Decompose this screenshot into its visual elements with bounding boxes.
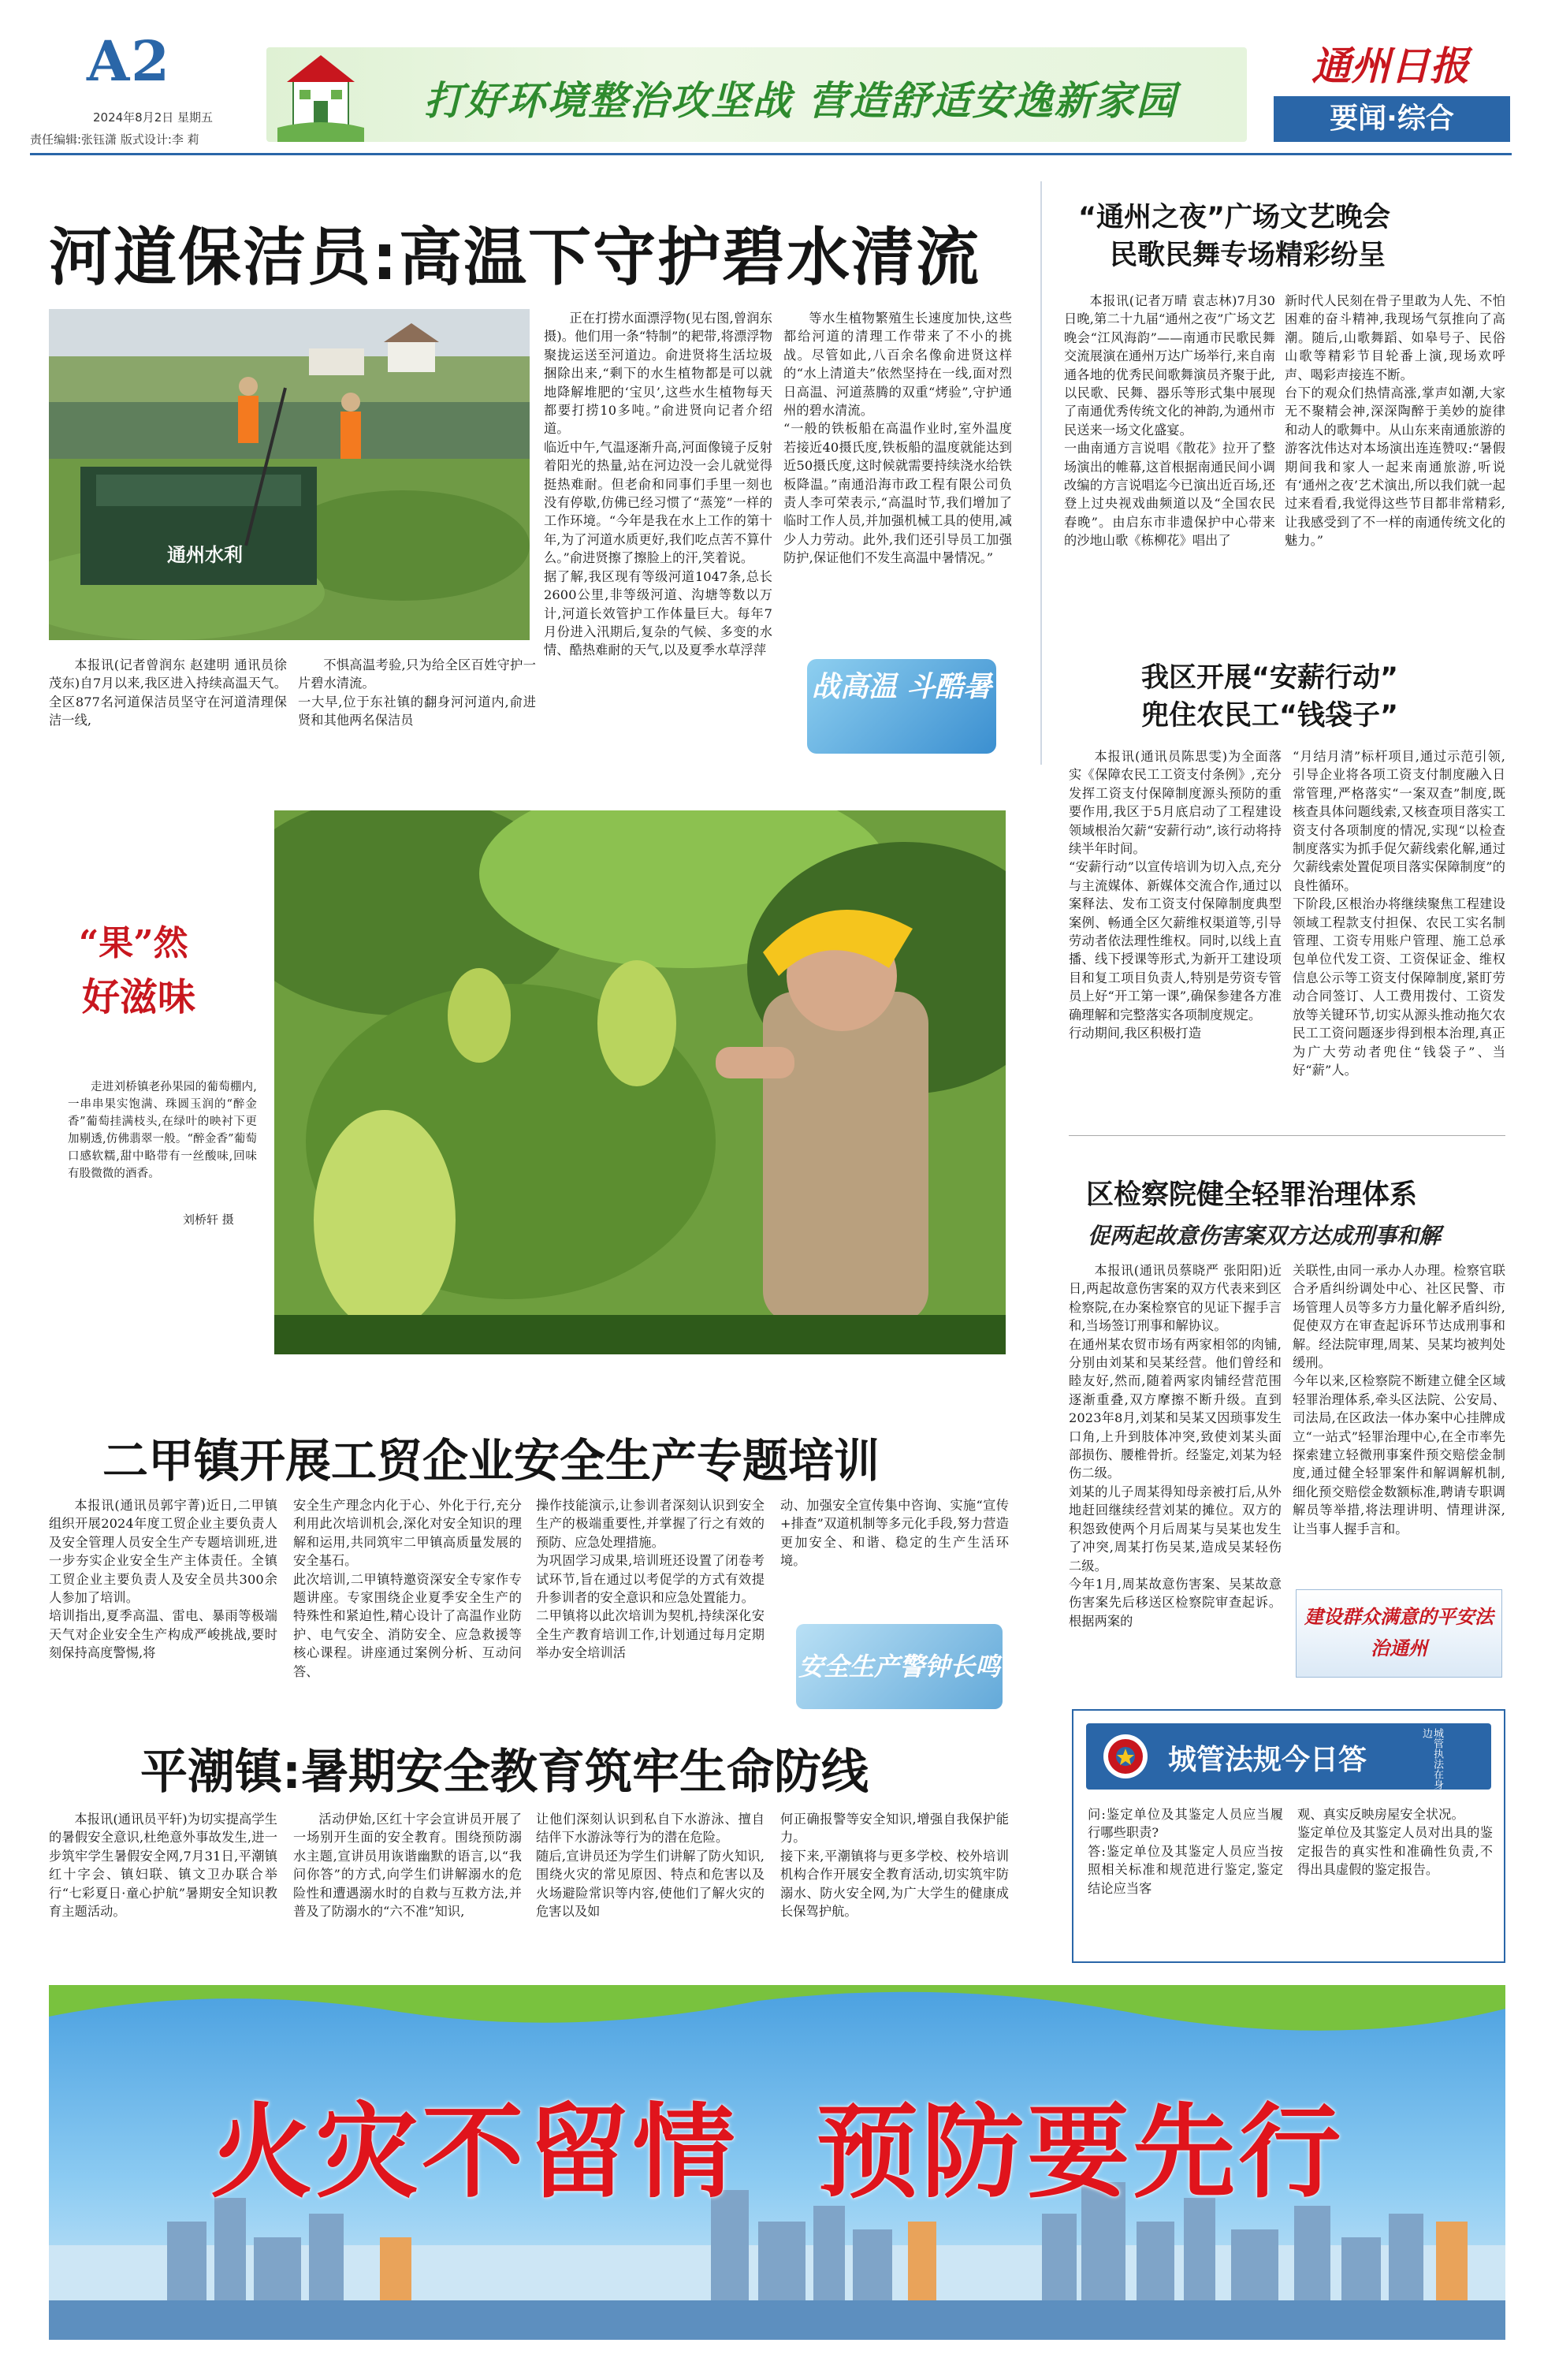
grape-photo [274, 810, 1006, 1354]
safety-badge [796, 1624, 1003, 1709]
pingchao-col-3 [536, 1810, 765, 1968]
heat-badge-text: 战高温 斗酷暑 [811, 671, 992, 703]
night-headline-2: 民歌民舞专场精彩纷呈 [1110, 240, 1386, 271]
night-col-1-text: 本报讯(记者万晴 袁志林)7月30日晚,第二十九届“通州之夜”广场文艺晚会“江风海韵”——南通市民歌民舞交流展演在通州万达广场举行,来自南通各地的优秀民间歌舞演员齐聚于此,以民歌、民舞、器乐等形式集中展现了南通优秀传统文化的神韵,为通州市民送来一场文化盛宴。 一曲南通方言说唱《散花》拉开了整场演出的帷幕,这首根据南通民间小调改编的方言说唱迄今已演出近百场,还登上过央视戏曲频道以及“全国农民春晚”。由启东市非遗保护中心带来的沙地山歌《栋柳花》唱出了 [1064, 293, 1275, 549]
pingchao-col-1 [49, 1810, 277, 1968]
pingchao-headline: 平潮镇:暑期安全教育筑牢生命防线 [140, 1745, 869, 1800]
urban-management-emblem-icon [1102, 1733, 1149, 1780]
masthead-rule [30, 153, 1512, 155]
pingchao-col-1-text: 本报讯(通讯员平轩)为切实提高学生的暑假安全意识,杜绝意外事故发生,进一步筑牢学生暑假安全网,7月31日,平潮镇红十字会、镇妇联、镇文卫办联合举行“七彩夏日·童心护航”暑期安全知识教育主题活动。 [49, 1812, 277, 1920]
river-col-2 [298, 656, 536, 782]
river-col-4-text: 等水生植物繁殖生长速度加快,这些都给河道的清理工作带来了不小的挑战。尽管如此,八百余名像俞进贤这样的“水上清道夫”依然坚持在一线,面对烈日高温、河道蒸腾的双重“烤验”,守护通州的碧水清流。 “一般的铁板船在高温作业时,室外温度若接近40摄氏度,铁板船的温度就能达到近50摄氏度,这时候就需要持续浇水给铁板降温。”南通沿海市政工程有限公司负责人李可荣表示,“高温时节,我们增加了临时工作人员,并加强机械工具的使用,减少人力劳动。此外,我们还引导员工加强防护,保证他们不发生高温中暑情况。” [783, 311, 1012, 566]
safety-badge-text: 安全生产警钟长鸣 [798, 1652, 1000, 1682]
river-col-2-text: 不惧高温考验,只为给全区百姓守护一片碧水清流。 一大早,位于东社镇的翻身河河道内,俞进贤和其他两名保洁员 [298, 657, 536, 728]
training-col-4 [780, 1496, 1009, 1622]
grape-scene-illustration [274, 810, 1006, 1354]
salary-col-1 [1069, 747, 1282, 1107]
procuratorate-subheadline: 促两起故意伤害案双方达成刑事和解 [1088, 1223, 1442, 1249]
procuratorate-rule [1069, 1135, 1505, 1136]
qa-col-1 [1088, 1805, 1283, 1955]
paper-name: 通州日报 [1311, 43, 1469, 89]
grape-title-1: “果”然 [79, 923, 188, 963]
pingchao-col-4 [780, 1810, 1009, 1968]
river-col-3-text: 正在打捞水面漂浮物(见右图,曾润东 摄)。他们用一条“特制”的耙带,将漂浮物聚拢运送至河道边。俞进贤将生活垃圾捆除出来,“剩下的水生植物都是可以就地降解堆肥的‘宝贝’,这些水生植物每天都要打捞10多吨。”俞进贤向记者介绍道。 临近中午,气温逐渐升高,河面像镜子反射着阳光的热量,站在河边没一会儿就觉得挺热难耐。但老俞和同事们手里一刻也没有停歇,仿佛已经习惯了“蒸笼”一样的工作环境。“今年是我在水上工作的第十年,为了河道水质更好,我们吃点苦不算什么。”俞进贤擦了擦脸上的汗,笑着说。 据了解,我区现有等级河道1047条,总长2600公里,非等级河道、沟塘等数以万计,河道长效管护工作体量巨大。每年7月份进入汛期后,复杂的气候、多变的水情、酷热难耐的天气,以及夏季水草浮萍 [544, 311, 772, 658]
qa-header [1086, 1723, 1491, 1790]
grape-credit: 刘桥轩 摄 [183, 1212, 234, 1227]
house-icon [277, 47, 364, 142]
pingchao-col-2-text: 活动伊始,区红十字会宣讲员开展了一场别开生面的安全教育。围绕预防溺水主题,宣讲员用诙谐幽默的语言,以“我问你答”的方式,向学生们讲解溺水的危险性和遭遇溺水时的自救与互救方法,并普及了防溺水的“六不准”知识, [293, 1812, 522, 1920]
fire-slogan: 火灾不留情 预防要先行 [210, 2092, 1345, 2212]
qa-title: 城管法规今日答 [1168, 1744, 1367, 1776]
pingchao-col-3-text: 让他们深刻认识到私自下水游泳、擅自结伴下水游泳等行为的潜在危险。 随后,宣讲员还为学生们讲解了防火知识,围绕火灾的常见原因、特点和危害以及火场避险常识等内容,使他们了解火灾的危害以及如 [536, 1812, 765, 1920]
salary-col-2-text: “月结月清”标杆项目,通过示范引领,引导企业将各项工资支付制度融入日常管理,严格落实“一案双查”制度,既核查具体问题线索,又核查项目落实工资支付各项制度的情况,实现“以检查制度落实为抓手促欠薪线索化解,通过欠薪线索处置促项目落实保障制度”的良性循环。 下阶段,区根治办将继续聚焦工程建设领域工程款支付担保、农民工实名制管理、工资专用账户管理、施工总承包单位代发工资、工资保证金、维权信息公示等工资支付保障制度,紧盯劳动合同签订、人工费用拨付、工资发放等关键环节,切实从源头推动拖欠农民工工资问题逐步得到根本治理,真正为广大劳动者兜住“钱袋子”、当好“薪”人。 [1293, 749, 1505, 1078]
river-col-3 [544, 309, 772, 782]
procuratorate-headline: 区检察院健全轻罪治理体系 [1086, 1179, 1418, 1211]
procuratorate-col-2-text: 关联性,由同一承办人办理。检察官联合矛盾纠纷调处中心、社区民警、市场管理人员等多方力量化解矛盾纠纷,促使双方在审查起诉环节达成刑事和解。经法院审理,周某、吴某均被判处缓刑。 今年以来,区检察院不断建立健全区域轻罪治理体系,牵头区法院、公安局、司法局,在区政法一体办案中心挂牌成立“一站式”轻罪治理中心,在全市率先探索建立轻微刑事案件预交赔偿金制度,通过健全轻罪案件和解调解机制,细化预交赔偿金数额标准,聘请专职调解员等举措,将法理讲明、情理讲深,让当事人握手言和。 [1293, 1263, 1505, 1536]
fire-banner [49, 1985, 1505, 2340]
river-night-divider [1040, 181, 1042, 765]
training-col-3-text: 操作技能演示,让参训者深刻认识到安全生产的极端重要性,并掌握了行之有效的预防、应急处理措施。 为巩固学习成果,培训班还设置了闭卷考试环节,旨在通过以考促学的方式有效提升参训者的安全意识和应急处置能力。 二甲镇将以此次培训为契机,持续深化安全生产教育培训工作,计划通过每月定期举办安全培训活 [536, 1498, 765, 1661]
river-col-1-text: 本报讯(记者曾润东 赵建明 通讯员徐茂东)自7月以来,我区进入持续高温天气。全区877名河道保洁员坚守在河道清理保洁一线, [49, 657, 287, 728]
river-boat-label: 通州水利 [167, 544, 243, 566]
grape-caption-text: 走进刘桥镇老孙果园的葡萄棚内,一串串果实饱满、珠圆玉润的“醉金香”葡萄挂满枝头,在绿叶的映衬下更加剔透,仿佛翡翠一般。“醉金香”葡萄口感软糯,甜中略带有一丝酸味,回味有股微微的酒香。 [68, 1081, 257, 1180]
salary-headline-2: 兜住农民工“钱袋子” [1141, 700, 1399, 732]
training-col-1-text: 本报讯(通讯员郭宇菁)近日,二甲镇组织开展2024年度工贸企业主要负责人及安全管理人员安全生产专题培训班,进一步夯实企业安全生产主体责任。全镇工贸企业主要负责人及安全员共300余人参加了培训。 培训指出,夏季高温、雷电、暴雨等极端天气对企业安全生产构成严峻挑战,要时刻保持高度警惕,将 [49, 1498, 277, 1661]
river-scene-illustration [49, 309, 530, 640]
date-line: 2024年8月2日 星期五 [93, 110, 214, 125]
night-col-2-text: 新时代人民刻在骨子里敢为人先、不怕困难的奋斗精神,我现场气氛推向了高潮。随后,山歌舞蹈、如皋号子、民俗山歌等精彩节目轮番上演,现场欢呼声、喝彩声接连不断。 台下的观众们热情高涨,掌声如潮,大家无不聚精会神,深深陶醉于美妙的旋律和动人的歌舞中。从山东来南通旅游的游客沈伟达对本场演出连连赞叹:“暑假期间我和家人一起来南通旅游,听说有‘通州之夜’艺术演出,所以我们就一起过来看看,我觉得这些节目都非常精彩,让我感受到了不一样的南通传统文化的魅力。” [1285, 293, 1505, 549]
grape-caption [68, 1078, 257, 1205]
river-col-4 [783, 309, 1012, 624]
night-col-1 [1064, 292, 1275, 639]
top-banner [266, 47, 1247, 142]
salary-headline-1: 我区开展“安薪行动” [1141, 662, 1399, 694]
editor-line: 责任编辑:张钰潇 版式设计:李 莉 [30, 132, 199, 147]
grape-title-2: 好滋味 [82, 975, 196, 1019]
banner-slogan: 打好环境整治攻坚战 营造舒适安逸新家园 [424, 77, 1178, 124]
pingchao-col-4-text: 何正确报警等安全知识,增强自我保护能力。 接下来,平潮镇将与更多学校、校外培训机构合作开展安全教育活动,切实筑牢防溺水、防火安全网,为广大学生的健康成长保驾护航。 [780, 1812, 1009, 1920]
procuratorate-col-1 [1069, 1261, 1282, 1719]
section-name: 要闻·综合 [1274, 96, 1510, 142]
qa-col-2-text: 观、真实反映房屋安全状况。 鉴定单位及其鉴定人员对出具的鉴定报告的真实性和准确性负责,不得出具虚假的鉴定报告。 [1297, 1807, 1493, 1878]
pingchao-col-2 [293, 1810, 522, 1968]
qa-box [1072, 1709, 1505, 1963]
procuratorate-col-1-text: 本报讯(通讯员蔡晓严 张阳阳)近日,两起故意伤害案的双方代表来到区检察院,在办案检察官的见证下握手言和,当场签订刑事和解协议。 在通州某农贸市场有两家相邻的肉铺,分别由刘某和吴某经营。他们曾经和睦友好,然而,随着两家肉铺经营范围逐渐重叠,双方摩擦不断升级。直到2023年8月,刘某和吴某又因琐事发生口角,上升到肢体冲突,致使刘某头面部损伤、腰椎骨折。经鉴定,刘某为轻伤二级。 刘某的儿子周某得知母亲被打后,从外地赶回继续经营刘某的摊位。双方的积怨致使两个月后周某与吴某也发生了冲突,周某打伤吴某,造成吴某轻伤二级。 今年1月,周某故意伤害案、吴某故意伤害案先后移送区检察院审查起诉。根据两案的 [1069, 1263, 1282, 1629]
river-headline: 河道保洁员:高温下守护碧水清流 [49, 221, 980, 294]
training-headline: 二甲镇开展工贸企业安全生产专题培训 [102, 1434, 880, 1488]
salary-col-2 [1293, 747, 1505, 1107]
procuratorate-col-2 [1293, 1261, 1505, 1569]
procuratorate-badge-text: 建设群众满意的平安法治通州 [1304, 1605, 1494, 1659]
qa-col-2 [1297, 1805, 1493, 1955]
night-col-2 [1285, 292, 1505, 639]
night-headline-1: “通州之夜”广场文艺晚会 [1078, 202, 1391, 233]
qa-vertical-tag: 城管执法在身边 [1420, 1728, 1443, 1790]
qa-col-1-text: 问:鉴定单位及其鉴定人员应当履行哪些职责? 答:鉴定单位及其鉴定人员应当按照相关标准和规范进行鉴定,鉴定结论应当客 [1088, 1807, 1283, 1896]
river-col-1 [49, 656, 287, 782]
heat-badge [807, 659, 996, 754]
procuratorate-badge [1296, 1589, 1502, 1678]
salary-col-1-text: 本报讯(通讯员陈思雯)为全面落实《保障农民工工资支付条例》,充分发挥工资支付保障制度源头预防的重要作用,我区于5月底启动了工程建设领域根治欠薪“安薪行动”,该行动将持续半年时间。 “安薪行动”以宣传培训为切入点,充分与主流媒体、新媒体交流合作,通过以案释法、发布工资支付保障制度典型案例、畅通全区欠薪维权渠道等,引导劳动者依法理性维权。同时,以线上直播、线下授课等形式,为新开工建设项目和复工项目负责人,特别是劳资专管员上好“开工第一课”,确保参建各方准确理解和完整落实各项制度规定。 行动期间,我区积极打造 [1069, 749, 1282, 1041]
river-photo [49, 309, 530, 640]
training-col-2-text: 安全生产理念内化于心、外化于行,充分利用此次培训机会,深化对安全知识的理解和运用,共同筑牢二甲镇高质量发展的安全基石。 此次培训,二甲镇特邀资深安全专家作专题讲座。专家围绕企业夏季安全生产的特殊性和紧迫性,精心设计了高温作业防护、电气安全、消防安全、应急救援等核心课程。讲座通过案例分析、互动问答、 [293, 1498, 522, 1679]
training-col-4-text: 动、加强安全宣传集中咨询、实施“宣传+排查”双道机制等多元化手段,努力营造更加安全、和谐、稳定的生产生活环境。 [780, 1498, 1009, 1569]
page-code: A2 [87, 28, 172, 94]
